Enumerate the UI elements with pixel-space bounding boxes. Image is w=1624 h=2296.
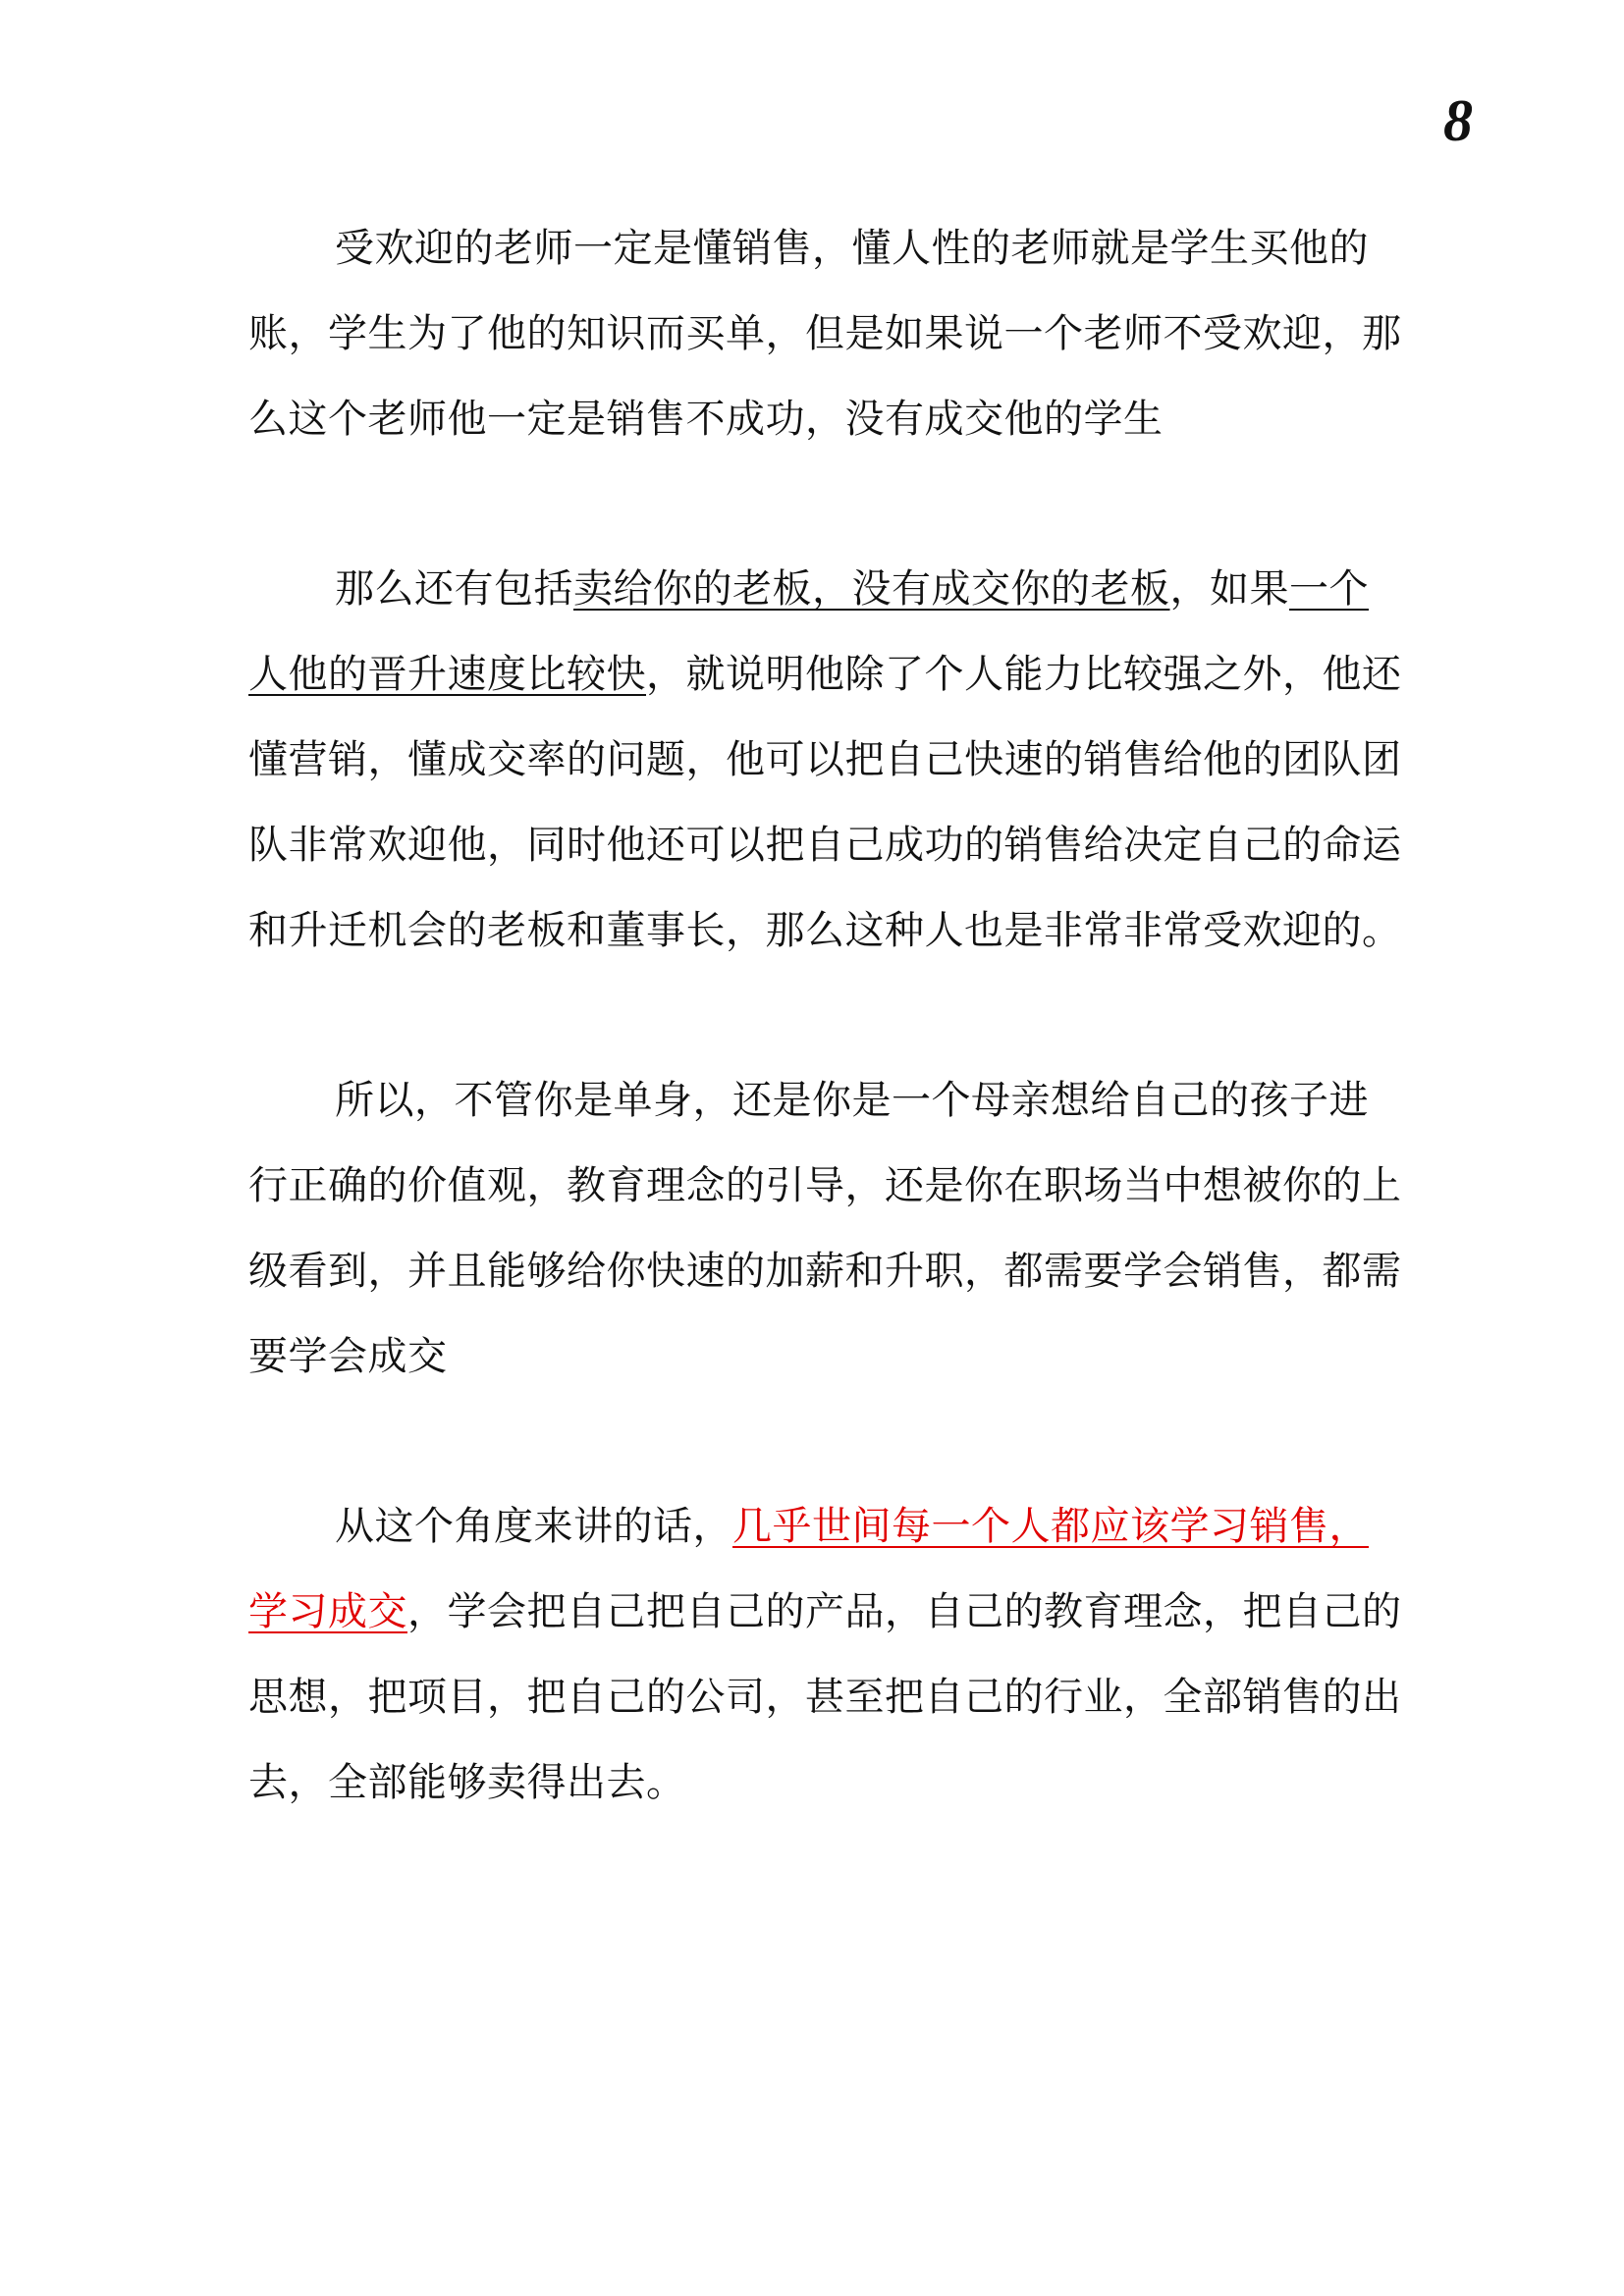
paragraph-2-text-c: ，就说明他除了个人能力比较强之外，他还懂营销，懂成交率的问题，他可以把自己快速的销售给他的团队团队非常欢迎他，同时他还可以把自己成功的销售给决定自己的命运和升迁机会的老板和董事长，那么这种人也是非常非常受欢迎的。	[248, 652, 1402, 953]
paragraph-4	[248, 1484, 1402, 1826]
paragraph-2-text-a: 那么还有包括	[335, 566, 573, 612]
paragraph-4-text-a: 从这个角度来讲的话，	[335, 1504, 732, 1549]
paragraph-2-text-b: ，如果	[1169, 566, 1289, 612]
highlighted-phrase: 几乎世间每一个人都应该学习销售，学习成交	[248, 1504, 1369, 1634]
paragraph-2	[248, 547, 1402, 974]
paragraph-4-text-b: ，学会把自己把自己的产品，自己的教育理念，把自己的思想，把项目，把自己的公司，甚至把自己的行业，全部销售的出去，全部能够卖得出去。	[248, 1589, 1402, 1805]
underlined-phrase-promotion: 一个人他的晋升速度比较快	[248, 566, 1369, 697]
page-number: 8	[1443, 88, 1473, 153]
paragraph-3-text: 所以，不管你是单身，还是你是一个母亲想给自己的孩子进行正确的价值观，教育理念的引导，还是你在职场当中想被你的上级看到，并且能够给你快速的加薪和升职，都需要学会销售，都需要学会成交	[248, 1078, 1402, 1379]
paragraph-1-text: 受欢迎的老师一定是懂销售，懂人性的老师就是学生买他的账，学生为了他的知识而买单，但是如果说一个老师不受欢迎，那么这个老师他一定是销售不成功，没有成交他的学生	[248, 226, 1402, 442]
paragraph-1	[248, 206, 1402, 462]
document-body	[248, 206, 1402, 1910]
underlined-phrase-boss: 卖给你的老板，没有成交你的老板	[573, 566, 1170, 612]
paragraph-3	[248, 1058, 1402, 1400]
